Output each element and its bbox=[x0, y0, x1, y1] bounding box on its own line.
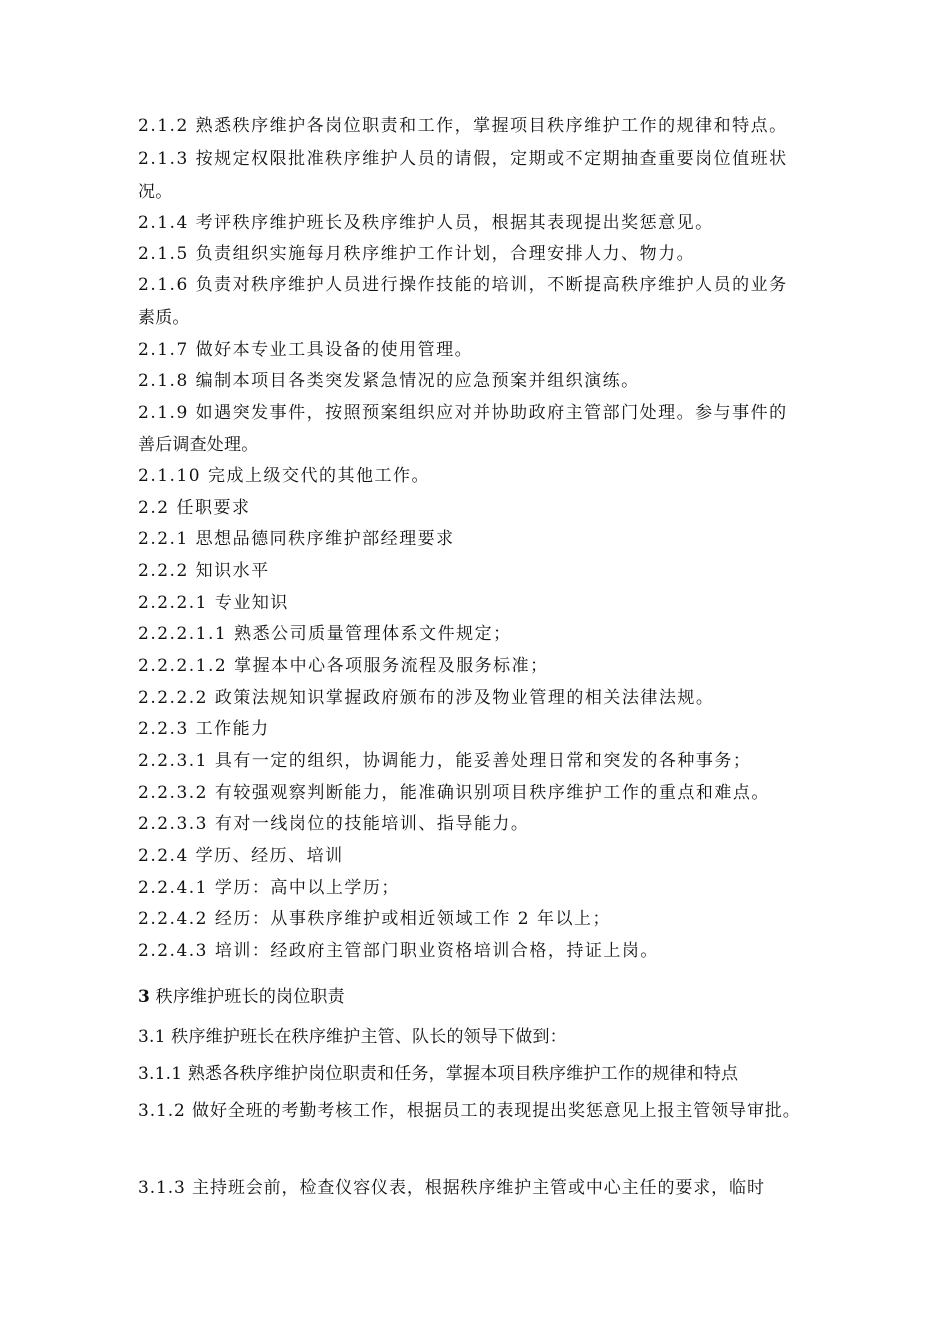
item-2-2-2-1-2: 2.2.2.1.2 掌握本中心各项服务流程及服务标准； bbox=[138, 656, 549, 676]
section-3-heading bbox=[138, 986, 818, 1008]
item-2-2-2-2: 2.2.2.2 政策法规知识掌握政府颁布的涉及物业管理的相关法律法规。 bbox=[138, 688, 715, 708]
item-2-1-9-cont: 善后调查处理。 bbox=[138, 435, 259, 455]
item-2-2-3-3: 2.2.3.3 有对一线岗位的技能培训、指导能力。 bbox=[138, 814, 530, 834]
item-2-2-3-1: 2.2.3.1 具有一定的组织，协调能力，能妥善处理日常和突发的各种事务； bbox=[138, 751, 752, 771]
item-2-1-5: 2.1.5 负责组织实施每月秩序维护工作计划，合理安排人力、物力。 bbox=[138, 244, 696, 264]
section-3-number: 3 bbox=[138, 987, 151, 1007]
item-2-1-4: 2.1.4 考评秩序维护班长及秩序维护人员，根据其表现提出奖惩意见。 bbox=[138, 213, 714, 233]
item-2-1-7: 2.1.7 做好本专业工具设备的使用管理。 bbox=[138, 340, 474, 360]
item-2-2-3-2: 2.2.3.2 有较强观察判断能力，能准确识别项目秩序维护工作的重点和难点。 bbox=[138, 783, 770, 803]
item-2-1-3-cont: 况。 bbox=[138, 182, 173, 202]
heading-2-2-4: 2.2.4 学历、经历、培训 bbox=[138, 846, 344, 866]
item-3-1-1: 3.1.1 熟悉各秩序维护岗位职责和任务，掌握本项目秩序维护工作的规律和特点 bbox=[138, 1064, 739, 1084]
heading-2-2-3: 2.2.3 工作能力 bbox=[138, 719, 270, 739]
item-3-1-3: 3.1.3 主持班会前，检查仪容仪表，根据秩序维护主管或中心主任的要求，临时 bbox=[138, 1178, 765, 1198]
heading-2-2: 2.2 任职要求 bbox=[138, 498, 251, 518]
item-2-2-2-1-1: 2.2.2.1.1 熟悉公司质量管理体系文件规定； bbox=[138, 624, 512, 644]
item-2-1-6: 2.1.6 负责对秩序维护人员进行操作技能的培训，不断提高秩序维护人员的业务 bbox=[138, 275, 788, 295]
item-2-1-9: 2.1.9 如遇突发事件，按照预案组织应对并协助政府主管部门处理。参与事件的 bbox=[138, 403, 788, 423]
item-2-2-1: 2.2.1 思想品德同秩序维护部经理要求 bbox=[138, 529, 455, 549]
item-2-2-4-2: 2.2.4.2 经历：从事秩序维护或相近领域工作 2 年以上； bbox=[138, 909, 612, 929]
item-2-1-6-cont: 素质。 bbox=[138, 308, 190, 328]
heading-2-2-2: 2.2.2 知识水平 bbox=[138, 561, 270, 581]
item-2-1-3: 2.1.3 按规定权限批准秩序维护人员的请假，定期或不定期抽查重要岗位值班状 bbox=[138, 149, 788, 169]
item-2-2-4-3: 2.2.4.3 培训：经政府主管部门职业资格培训合格，持证上岗。 bbox=[138, 941, 659, 961]
item-3-1: 3.1 秩序维护班长在秩序维护主管、队长的领导下做到： bbox=[138, 1027, 567, 1047]
item-2-1-8: 2.1.8 编制本项目各类突发紧急情况的应急预案并组织演练。 bbox=[138, 371, 640, 391]
item-2-2-4-1: 2.2.4.1 学历：高中以上学历； bbox=[138, 878, 400, 898]
heading-2-2-2-1: 2.2.2.1 专业知识 bbox=[138, 593, 289, 613]
item-2-1-10: 2.1.10 完成上级交代的其他工作。 bbox=[138, 466, 430, 486]
section-3-title: 秩序维护班长的岗位职责 bbox=[150, 987, 345, 1007]
item-3-1-2: 3.1.2 做好全班的考勤考核工作，根据员工的表现提出奖惩意见上报主管领导审批。 bbox=[138, 1101, 801, 1121]
item-2-1-2: 2.1.2 熟悉秩序维护各岗位职责和工作，掌握项目秩序维护工作的规律和特点。 bbox=[138, 116, 788, 136]
